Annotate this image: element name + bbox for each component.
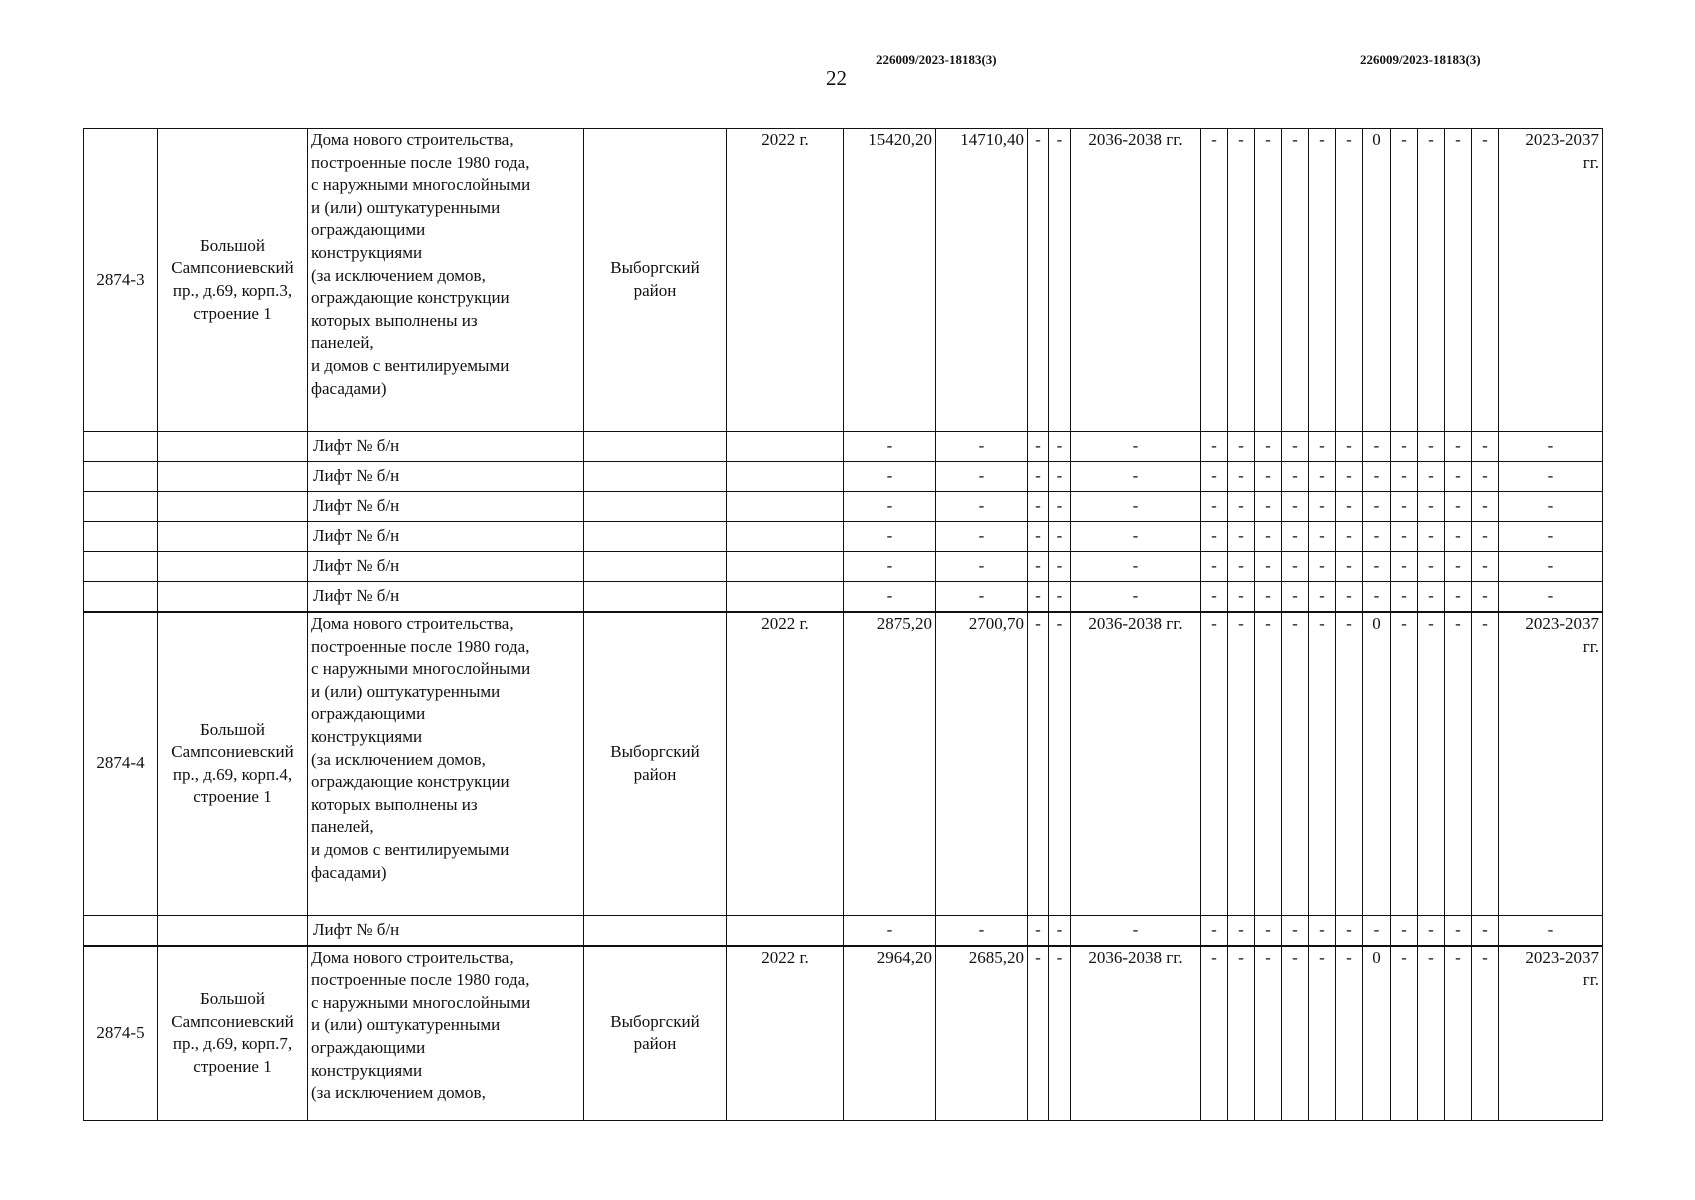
commission-year: 2022 г.	[727, 612, 844, 915]
area-living: -	[936, 552, 1028, 582]
description-line: с наружными многослойными	[311, 175, 531, 195]
repair-period: -	[1071, 915, 1201, 946]
lift-row	[84, 492, 1603, 522]
work-cell: -	[1228, 522, 1255, 552]
repair-period: -	[1071, 432, 1201, 462]
district-line: Выборгский	[610, 258, 700, 278]
work-cell: -	[1418, 492, 1445, 522]
work-cell: -	[1445, 129, 1472, 432]
district-line: Выборгский	[610, 742, 700, 762]
lift-label: Лифт № б/н	[308, 462, 584, 492]
work-cell: -	[1309, 612, 1336, 915]
district-line: район	[633, 281, 677, 300]
work-cell: -	[1201, 492, 1228, 522]
description-line: (за исключением домов,	[311, 1083, 486, 1103]
work-cell: -	[1445, 492, 1472, 522]
work-cell: -	[1391, 946, 1418, 1121]
area-total: 2875,20	[844, 612, 936, 915]
term-cell: -	[1499, 582, 1603, 613]
empty-cell	[584, 432, 727, 462]
work-cell: -	[1336, 522, 1363, 552]
work-cell: -	[1418, 946, 1445, 1121]
empty-cell	[727, 582, 844, 613]
empty-cell	[727, 462, 844, 492]
work-cell: -	[1309, 492, 1336, 522]
flag-cell: -	[1049, 432, 1071, 462]
work-cell: -	[1418, 129, 1445, 432]
term-cell: -	[1499, 552, 1603, 582]
flag-cell: -	[1028, 432, 1049, 462]
empty-cell	[158, 552, 308, 582]
flag-cell: -	[1049, 915, 1071, 946]
flag-cell: -	[1049, 462, 1071, 492]
work-cell: -	[1472, 432, 1499, 462]
term-line: 2023-2037	[1525, 947, 1599, 967]
work-cell: -	[1445, 522, 1472, 552]
work-cell: -	[1391, 492, 1418, 522]
term-cell: -	[1499, 915, 1603, 946]
work-cell: -	[1228, 915, 1255, 946]
flag-cell: -	[1028, 582, 1049, 613]
repair-period: 2036-2038 гг.	[1071, 946, 1201, 1121]
address-line: Большой	[200, 719, 265, 739]
work-cell: -	[1472, 462, 1499, 492]
work-cell: -	[1255, 915, 1282, 946]
address-cell	[158, 612, 308, 915]
row-number: 2874-4	[84, 612, 158, 915]
empty-cell	[84, 582, 158, 613]
empty-cell	[84, 492, 158, 522]
address-line: Сампсониевский	[171, 258, 294, 278]
building-row	[84, 946, 1603, 1121]
empty-cell	[158, 915, 308, 946]
work-cell: -	[1255, 946, 1282, 1121]
work-cell: -	[1201, 946, 1228, 1121]
doc-id-right: 226009/2023-18183(3)	[1360, 52, 1481, 67]
work-cell: -	[1418, 612, 1445, 915]
empty-cell	[584, 522, 727, 552]
work-cell: -	[1418, 432, 1445, 462]
row-number: 2874-3	[84, 129, 158, 432]
address-line: Большой	[200, 235, 265, 255]
building-row	[84, 129, 1603, 432]
work-cell: -	[1363, 492, 1391, 522]
description-line: ограждающими	[311, 1037, 426, 1057]
empty-cell	[84, 462, 158, 492]
lift-row	[84, 582, 1603, 613]
work-cell: -	[1309, 582, 1336, 613]
address-line: пр., д.69, корп.7,	[172, 1034, 293, 1054]
district-line: район	[633, 1034, 677, 1054]
work-cell: -	[1472, 582, 1499, 613]
work-cell: -	[1201, 612, 1228, 915]
work-cell: -	[1472, 129, 1499, 432]
work-cell: -	[1445, 582, 1472, 613]
repair-period: -	[1071, 462, 1201, 492]
district-line: Выборгский	[610, 1011, 700, 1031]
work-cell: -	[1282, 612, 1309, 915]
work-cell: -	[1472, 522, 1499, 552]
work-cell: -	[1472, 552, 1499, 582]
address-line: строение 1	[193, 303, 272, 323]
work-cell: -	[1309, 946, 1336, 1121]
work-cell: -	[1255, 432, 1282, 462]
work-cell: -	[1472, 612, 1499, 915]
work-cell: -	[1255, 552, 1282, 582]
description-line: конструкциями	[311, 727, 423, 747]
flag-cell: -	[1049, 522, 1071, 552]
work-cell: -	[1282, 522, 1309, 552]
description-line: которых выполнены из	[311, 794, 478, 814]
flag-cell: -	[1049, 612, 1071, 915]
flag-cell: -	[1049, 492, 1071, 522]
work-cell: 0	[1363, 946, 1391, 1121]
empty-cell	[84, 432, 158, 462]
area-living: 2700,70	[936, 612, 1028, 915]
district-line: район	[633, 764, 677, 784]
work-cell: -	[1228, 582, 1255, 613]
work-cell: -	[1309, 522, 1336, 552]
flag-cell: -	[1049, 129, 1071, 432]
empty-cell	[584, 552, 727, 582]
work-cell: -	[1445, 915, 1472, 946]
work-cell: -	[1201, 552, 1228, 582]
description-line: Дома нового строительства,	[311, 130, 514, 149]
doc-id-center: 226009/2023-18183(3)	[876, 52, 997, 67]
empty-cell	[158, 462, 308, 492]
description-line: построенные после 1980 года,	[311, 636, 530, 656]
area-living: 14710,40	[936, 129, 1028, 432]
lift-label: Лифт № б/н	[308, 552, 584, 582]
work-cell: -	[1228, 612, 1255, 915]
description-line: фасадами)	[311, 378, 387, 398]
lift-label: Лифт № б/н	[308, 492, 584, 522]
lift-row	[84, 432, 1603, 462]
area-living: -	[936, 915, 1028, 946]
empty-cell	[84, 552, 158, 582]
work-cell: -	[1228, 129, 1255, 432]
work-cell: -	[1309, 462, 1336, 492]
work-cell: -	[1255, 522, 1282, 552]
page-number: 22	[826, 66, 847, 90]
work-cell: -	[1391, 552, 1418, 582]
description-line: и домов с вентилируемыми	[311, 356, 510, 376]
address-cell	[158, 129, 308, 432]
empty-cell	[584, 492, 727, 522]
commission-year: 2022 г.	[727, 129, 844, 432]
work-cell: -	[1282, 462, 1309, 492]
description-line: ограждающими	[311, 704, 426, 724]
description-line: построенные после 1980 года,	[311, 152, 530, 172]
work-cell: 0	[1363, 129, 1391, 432]
work-cell: -	[1201, 462, 1228, 492]
term-line: гг.	[1582, 152, 1599, 172]
repair-period: 2036-2038 гг.	[1071, 612, 1201, 915]
repair-period: -	[1071, 582, 1201, 613]
work-cell: -	[1472, 492, 1499, 522]
work-cell: -	[1336, 915, 1363, 946]
work-cell: -	[1336, 946, 1363, 1121]
empty-cell	[584, 915, 727, 946]
work-cell: -	[1228, 946, 1255, 1121]
empty-cell	[727, 522, 844, 552]
address-line: Большой	[200, 989, 265, 1009]
area-total: 15420,20	[844, 129, 936, 432]
work-cell: -	[1445, 432, 1472, 462]
area-total: -	[844, 432, 936, 462]
work-cell: -	[1309, 552, 1336, 582]
flag-cell: -	[1028, 492, 1049, 522]
description-line: с наружными многослойными	[311, 659, 531, 679]
lift-label: Лифт № б/н	[308, 915, 584, 946]
empty-cell	[727, 915, 844, 946]
description-line: конструкциями	[311, 1060, 423, 1080]
work-cell: -	[1309, 432, 1336, 462]
area-total: -	[844, 462, 936, 492]
work-cell: -	[1282, 915, 1309, 946]
description-line: Дома нового строительства,	[311, 614, 514, 633]
work-cell: -	[1363, 552, 1391, 582]
work-cell: -	[1363, 915, 1391, 946]
area-total: -	[844, 492, 936, 522]
work-cell: -	[1363, 462, 1391, 492]
work-cell: -	[1363, 582, 1391, 613]
work-cell: -	[1282, 582, 1309, 613]
work-cell: -	[1336, 582, 1363, 613]
work-cell: -	[1391, 915, 1418, 946]
empty-cell	[727, 552, 844, 582]
commission-year: 2022 г.	[727, 946, 844, 1121]
empty-cell	[727, 432, 844, 462]
term-cell: -	[1499, 462, 1603, 492]
address-line: пр., д.69, корп.4,	[172, 764, 293, 784]
lift-row	[84, 462, 1603, 492]
work-cell: -	[1418, 915, 1445, 946]
description-line: построенные после 1980 года,	[311, 970, 530, 990]
work-cell: -	[1228, 492, 1255, 522]
work-cell: -	[1336, 492, 1363, 522]
work-cell: -	[1418, 462, 1445, 492]
work-cell: -	[1445, 552, 1472, 582]
term-cell	[1499, 946, 1603, 1121]
area-total: -	[844, 915, 936, 946]
description-cell	[308, 129, 584, 432]
flag-cell: -	[1049, 946, 1071, 1121]
flag-cell: -	[1049, 552, 1071, 582]
work-cell: -	[1309, 915, 1336, 946]
work-cell: -	[1309, 129, 1336, 432]
work-cell: -	[1336, 612, 1363, 915]
description-line: панелей,	[311, 333, 374, 353]
work-cell: -	[1336, 552, 1363, 582]
area-living: -	[936, 492, 1028, 522]
work-cell: -	[1255, 492, 1282, 522]
work-cell: -	[1336, 129, 1363, 432]
flag-cell: -	[1028, 552, 1049, 582]
description-line: (за исключением домов,	[311, 749, 486, 769]
term-line: 2023-2037	[1525, 130, 1599, 149]
empty-cell	[158, 522, 308, 552]
flag-cell: -	[1028, 129, 1049, 432]
work-cell: -	[1228, 462, 1255, 492]
work-cell: -	[1336, 462, 1363, 492]
description-line: панелей,	[311, 817, 374, 837]
row-number: 2874-5	[84, 946, 158, 1121]
description-cell	[308, 612, 584, 915]
empty-cell	[158, 582, 308, 613]
area-total: -	[844, 582, 936, 613]
work-cell: -	[1445, 946, 1472, 1121]
work-cell: -	[1201, 915, 1228, 946]
repair-period: -	[1071, 492, 1201, 522]
lift-row	[84, 522, 1603, 552]
area-living: -	[936, 522, 1028, 552]
work-cell: -	[1255, 129, 1282, 432]
area-living: -	[936, 582, 1028, 613]
flag-cell: -	[1028, 946, 1049, 1121]
work-cell: -	[1391, 129, 1418, 432]
area-total: -	[844, 552, 936, 582]
work-cell: -	[1363, 432, 1391, 462]
term-line: гг.	[1582, 636, 1599, 656]
lift-row	[84, 915, 1603, 946]
description-line: и (или) оштукатуренными	[311, 681, 501, 701]
lift-label: Лифт № б/н	[308, 432, 584, 462]
description-line: ограждающие конструкции	[311, 772, 510, 792]
flag-cell: -	[1028, 915, 1049, 946]
work-cell: -	[1363, 522, 1391, 552]
work-cell: -	[1282, 129, 1309, 432]
repair-period: -	[1071, 552, 1201, 582]
description-line: которых выполнены из	[311, 310, 478, 330]
description-line: ограждающие конструкции	[311, 288, 510, 308]
area-living: -	[936, 462, 1028, 492]
work-cell: -	[1255, 612, 1282, 915]
work-cell: -	[1201, 522, 1228, 552]
description-line: ограждающими	[311, 220, 426, 240]
area-living: 2685,20	[936, 946, 1028, 1121]
address-line: пр., д.69, корп.3,	[172, 281, 293, 300]
work-cell: -	[1391, 462, 1418, 492]
term-cell: -	[1499, 432, 1603, 462]
term-line: гг.	[1582, 970, 1599, 990]
work-cell: -	[1282, 552, 1309, 582]
repair-period: 2036-2038 гг.	[1071, 129, 1201, 432]
flag-cell: -	[1049, 582, 1071, 613]
work-cell: -	[1472, 946, 1499, 1121]
work-cell: 0	[1363, 612, 1391, 915]
work-cell: -	[1282, 946, 1309, 1121]
work-cell: -	[1336, 432, 1363, 462]
work-cell: -	[1472, 915, 1499, 946]
empty-cell	[84, 915, 158, 946]
district-cell	[584, 612, 727, 915]
description-line: конструкциями	[311, 243, 423, 263]
address-line: строение 1	[193, 1056, 272, 1076]
work-cell: -	[1418, 582, 1445, 613]
work-cell: -	[1391, 612, 1418, 915]
empty-cell	[584, 462, 727, 492]
empty-cell	[158, 492, 308, 522]
address-cell	[158, 946, 308, 1121]
work-cell: -	[1282, 432, 1309, 462]
work-cell: -	[1391, 522, 1418, 552]
work-cell: -	[1228, 552, 1255, 582]
work-cell: -	[1255, 462, 1282, 492]
lift-row	[84, 552, 1603, 582]
repair-period: -	[1071, 522, 1201, 552]
lift-label: Лифт № б/н	[308, 582, 584, 613]
flag-cell: -	[1028, 612, 1049, 915]
area-living: -	[936, 432, 1028, 462]
work-cell: -	[1228, 432, 1255, 462]
flag-cell: -	[1028, 522, 1049, 552]
term-cell	[1499, 129, 1603, 432]
work-cell: -	[1391, 582, 1418, 613]
district-cell	[584, 946, 727, 1121]
address-line: строение 1	[193, 787, 272, 807]
building-row	[84, 612, 1603, 915]
register-table-body	[84, 129, 1603, 1121]
register-table	[83, 128, 1603, 1121]
work-cell: -	[1282, 492, 1309, 522]
work-cell: -	[1201, 582, 1228, 613]
area-total: 2964,20	[844, 946, 936, 1121]
address-line: Сампсониевский	[171, 1011, 294, 1031]
work-cell: -	[1201, 432, 1228, 462]
work-cell: -	[1418, 552, 1445, 582]
empty-cell	[584, 582, 727, 613]
empty-cell	[158, 432, 308, 462]
description-line: и (или) оштукатуренными	[311, 1015, 501, 1035]
area-total: -	[844, 522, 936, 552]
flag-cell: -	[1028, 462, 1049, 492]
work-cell: -	[1201, 129, 1228, 432]
work-cell: -	[1391, 432, 1418, 462]
description-line: и домов с вентилируемыми	[311, 840, 510, 860]
empty-cell	[84, 522, 158, 552]
work-cell: -	[1445, 462, 1472, 492]
work-cell: -	[1445, 612, 1472, 915]
term-cell: -	[1499, 492, 1603, 522]
term-cell: -	[1499, 522, 1603, 552]
term-line: 2023-2037	[1525, 614, 1599, 633]
description-line: фасадами)	[311, 862, 387, 882]
work-cell: -	[1255, 582, 1282, 613]
description-line: Дома нового строительства,	[311, 947, 514, 967]
district-cell	[584, 129, 727, 432]
lift-label: Лифт № б/н	[308, 522, 584, 552]
address-line: Сампсониевский	[171, 742, 294, 762]
description-line: и (или) оштукатуренными	[311, 197, 501, 217]
description-line: с наружными многослойными	[311, 992, 531, 1012]
term-cell	[1499, 612, 1603, 915]
description-line: (за исключением домов,	[311, 265, 486, 285]
empty-cell	[727, 492, 844, 522]
work-cell: -	[1418, 522, 1445, 552]
description-cell	[308, 946, 584, 1121]
